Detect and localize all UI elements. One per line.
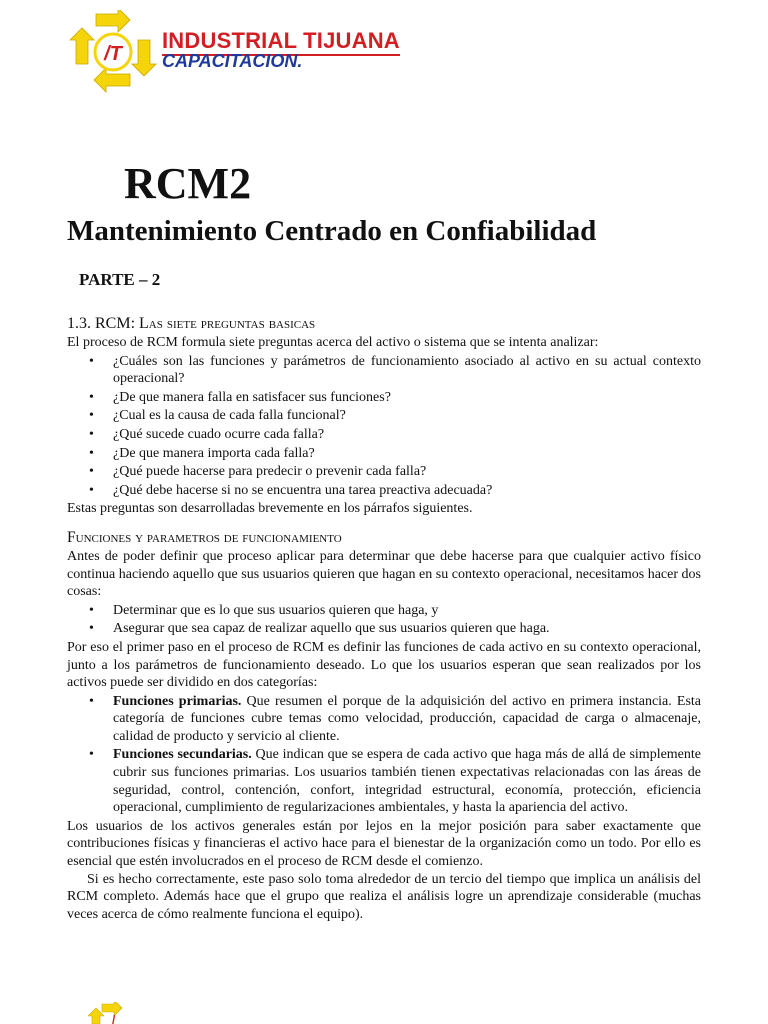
footer-logo: [88, 1002, 132, 1024]
paragraph: Los usuarios de los activos generales están por lejos en la mejor posición para saber exactamente que contribuciones físicas y financieras el activo hace para el bienestar de la organización como un todo. Por ello es esencial que estén involucrados en el proceso de RCM desde el comienzo.: [67, 818, 701, 870]
list-item: [67, 407, 701, 425]
term-description: Que indican que se espera de cada activo que haga más de allá de simplemente cubrir sus funciones primarias. Los usuarios también tienen expectativas relacionadas con las áreas de seguridad, control, contención, confort, integridad estructural, economía, protección, eficiencia operacional, cumplimiento de regularizaciones ambientales, y hasta la apariencia del activo.: [113, 747, 701, 816]
list-item: [67, 389, 701, 407]
list-item: [67, 445, 701, 463]
term-description: Que resumen el porque de la adquisición del activo en primera instancia. Esta categoría de funciones cubre temas como velocidad, producción, capacidad de carga o almacenaje, calidad de producto y servicio al cliente.: [113, 693, 701, 744]
section-heading-seven-questions: [67, 314, 701, 334]
list-item: [67, 602, 701, 620]
question-text: ¿Cual es la causa de cada falla funcional?: [113, 408, 346, 424]
question-text: ¿De que manera falla en satisfacer sus funciones?: [113, 389, 391, 405]
bullet-icon: •: [89, 482, 94, 498]
question-text: ¿Cuáles son las funciones y parámetros de funcionamiento asociado al activo en su actual contexto operacional?: [113, 353, 701, 387]
brand-name: INDUSTRIAL TIJUANA: [162, 28, 400, 53]
list-item: [67, 746, 701, 816]
list-item: [67, 620, 701, 638]
section-heading-functions: Funciones y parametros de funcionamiento: [67, 528, 342, 546]
bullet-icon: •: [89, 602, 94, 618]
bullet-icon: •: [89, 389, 94, 405]
questions-list: [67, 353, 701, 500]
bullet-icon: •: [89, 693, 94, 709]
bullet-icon: •: [89, 621, 94, 637]
paragraph: Antes de poder definir que proceso aplicar para determinar que debe hacerse para que cualquier activo físico continua haciendo aquello que sus usuarios quieren que hagan en su contexto operacional, necesitamos hacer dos cosas:: [67, 548, 701, 600]
brand-subtitle: CAPACITACION.: [162, 51, 303, 71]
document-title: RCM2: [124, 159, 252, 208]
section-outro: Estas preguntas son desarrolladas brevemente en los párrafos siguientes.: [67, 501, 473, 517]
function-categories-list: [67, 693, 701, 817]
question-text: ¿Qué debe hacerse si no se encuentra una tarea preactiva adecuada?: [113, 482, 493, 498]
term-secondary-functions: Funciones secundarias.: [113, 747, 252, 763]
section-heading-text: Las siete preguntas basicas: [139, 315, 316, 332]
bullet-icon: •: [89, 464, 94, 480]
paragraph: Por eso el primer paso en el proceso de RCM es definir las funciones de cada activo en su contexto operacional, junto a los parámetros de funcionamiento deseado. Lo que los usuarios esperan que sean realizados por los activos puede ser dividido en dos categorías:: [67, 639, 701, 691]
question-text: ¿De que manera importa cada falla?: [113, 445, 315, 461]
document-subtitle: Mantenimiento Centrado en Confiabilidad: [67, 215, 597, 247]
list-item: [67, 353, 701, 388]
needs-list: [67, 602, 701, 638]
question-text: ¿Qué puede hacerse para predecir o prevenir cada falla?: [113, 464, 427, 480]
paragraph: Si es hecho correctamente, este paso solo toma alrededor de un tercio del tiempo que implica un análisis del RCM completo. Además hace que el grupo que realiza el análisis logre un aprendizaje considerable (muchas veces acerca de cómo realmente funciona el equipo).: [67, 871, 701, 922]
bullet-icon: •: [89, 747, 94, 763]
bullet-icon: •: [89, 426, 94, 442]
company-logo: [66, 10, 160, 94]
list-item: [67, 693, 701, 746]
list-item: [67, 463, 701, 481]
svg-text:/: /: [112, 1013, 116, 1024]
bullet-icon: •: [89, 408, 94, 424]
list-item: [67, 482, 701, 500]
bullet-icon: •: [89, 445, 94, 461]
list-item: [67, 426, 701, 444]
svg-text:/T: /T: [104, 43, 122, 65]
section-intro: El proceso de RCM formula siete preguntas acerca del activo o sistema que se intenta analizar:: [67, 335, 599, 350]
section-number: 1.3. RCM:: [67, 315, 140, 332]
term-primary-functions: Funciones primarias.: [113, 693, 242, 709]
list-item-text: Asegurar que sea capaz de realizar aquello que sus usuarios quieren que haga.: [113, 621, 550, 637]
bullet-icon: •: [89, 353, 94, 369]
question-text: ¿Qué sucede cuado ocurre cada falla?: [113, 426, 325, 442]
document-body: [67, 314, 701, 923]
part-label: PARTE – 2: [79, 270, 161, 289]
list-item-text: Determinar que es lo que sus usuarios quieren que haga, y: [113, 602, 439, 618]
